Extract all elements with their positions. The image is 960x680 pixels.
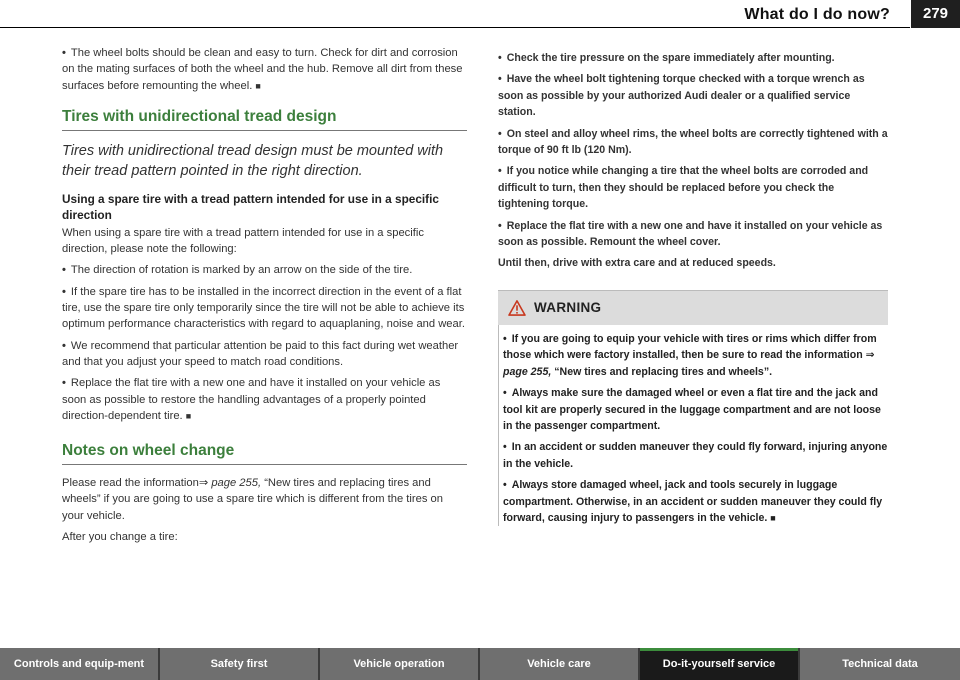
- warning-item: [503, 331, 888, 380]
- intro-paragraph: [62, 45, 467, 94]
- notes-text-post: “New tires and replacing tires and wheels” if you are going to use a spare tire which is different from the tires on your vehicle.: [62, 477, 443, 522]
- warning-item-text: Always store damaged wheel, jack and tools securely in luggage compartment. Otherwise, in an accident or sudden maneuver they could fly forward, causing injury to passengers in the vehicle.: [503, 479, 883, 524]
- sub-intro: When using a spare tire with a tread pattern intended for use in a specific direction, please note the following:: [62, 226, 424, 256]
- warning-header: [498, 291, 888, 325]
- warning-body: [498, 325, 888, 526]
- subheading-spare-tire: Using a spare tire with a tread pattern intended for use in a specific direction: [62, 191, 439, 222]
- notes-text: Please read the information: [62, 477, 199, 490]
- intro-text: The wheel bolts should be clean and easy to turn. Check for dirt and corrosion on the mating surfaces of both the wheel and the hub. Remove all dirt from these surfaces before remounting the wheel.: [62, 47, 463, 92]
- footer-tab-vehicle-operation[interactable]: Vehicle operation: [320, 648, 478, 680]
- warning-title: WARNING: [534, 300, 602, 316]
- left-column: [62, 45, 467, 550]
- notes-paragraph: [62, 475, 467, 524]
- after-change-text: After you change a tire:: [62, 531, 178, 544]
- warning-text: If you are going to equip your vehicle with tires or rims which differ from those which were factory installed, then be sure to read the information: [503, 332, 877, 362]
- header-rule: [0, 27, 910, 28]
- footer-tab-controls[interactable]: Controls and equip-ment: [0, 648, 158, 680]
- arrow-icon: ⇒: [198, 477, 209, 490]
- page-title: What do I do now?: [744, 6, 890, 23]
- list-item: • Check the tire pressure on the spare immediately after mounting.: [498, 50, 888, 66]
- section-lead: Tires with unidirectional tread design must be mounted with their tread pattern pointed in the right direction.: [62, 142, 444, 179]
- list-item: • Have the wheel bolt tightening torque checked with a torque wrench as soon as possible by your authorized Audi dealer or a qualified service station.: [498, 71, 888, 120]
- list-item-text: Replace the flat tire with a new one and have it installed on your vehicle as soon as possible to restore the handling advantages of a properly pointed direction-dependent tire.: [62, 377, 441, 422]
- list-item: • On steel and alloy wheel rims, the wheel bolts are correctly tightened with a torque of 90 ft lb (120 Nm).: [498, 126, 888, 159]
- warning-triangle-icon: [508, 300, 526, 316]
- footer-tab-label: Do-it-yourself service: [662, 657, 776, 670]
- warning-item: • Always make sure the damaged wheel or even a flat tire and the jack and tool kit are properly secured in the luggage compartment and are not loose in the passenger compartment.: [503, 385, 888, 434]
- footer-tab-safety[interactable]: Safety first: [160, 648, 318, 680]
- footer-tab-diy-service[interactable]: [640, 648, 798, 680]
- list-item: [62, 375, 467, 424]
- list-item: • We recommend that particular attention be paid to this fact during wet weather and that you adjust your speed to match road conditions.: [62, 338, 467, 371]
- list-item: • If you notice while changing a tire that the wheel bolts are corroded and difficult to turn, then they should be replaced before you check the tightening torque.: [498, 163, 888, 212]
- warning-text-post: “New tires and replacing tires and wheels”.: [551, 365, 773, 378]
- end-mark-icon: ■: [185, 410, 192, 421]
- page-number: 279: [911, 0, 960, 28]
- arrow-icon: ⇒: [865, 349, 875, 362]
- footer-tab-technical-data[interactable]: Technical data: [800, 648, 960, 680]
- active-tab-indicator: [640, 648, 798, 651]
- list-item: • The direction of rotation is marked by an arrow on the side of the tire.: [62, 262, 467, 278]
- page-reference-link[interactable]: page 255,: [211, 477, 262, 490]
- warning-item: • In an accident or sudden maneuver they could fly forward, injuring anyone in the vehicle.: [503, 439, 888, 472]
- section-heading-unidirectional: Tires with unidirectional tread design: [62, 108, 467, 131]
- page-reference-link[interactable]: page 255,: [503, 365, 552, 378]
- right-column: [498, 50, 888, 531]
- closing-text: Until then, drive with extra care and at reduced speeds.: [498, 257, 776, 270]
- end-mark-icon: ■: [255, 80, 261, 91]
- list-item: • If the spare tire has to be installed in the incorrect direction in the event of a flat tire, use the spare tire only temporarily since the tire will not be able to achieve its optimum performance characteristics with regard to aquaplaning, noise and wear.: [62, 284, 467, 333]
- section-heading-wheel-change: Notes on wheel change: [62, 442, 467, 465]
- warning-box: [498, 290, 888, 526]
- warning-item: [503, 477, 888, 526]
- list-item: • Replace the flat tire with a new one and have it installed on your vehicle as soon as possible. Remount the wheel cover.: [498, 218, 888, 251]
- end-mark-icon: ■: [770, 512, 776, 523]
- footer-tab-vehicle-care[interactable]: Vehicle care: [480, 648, 638, 680]
